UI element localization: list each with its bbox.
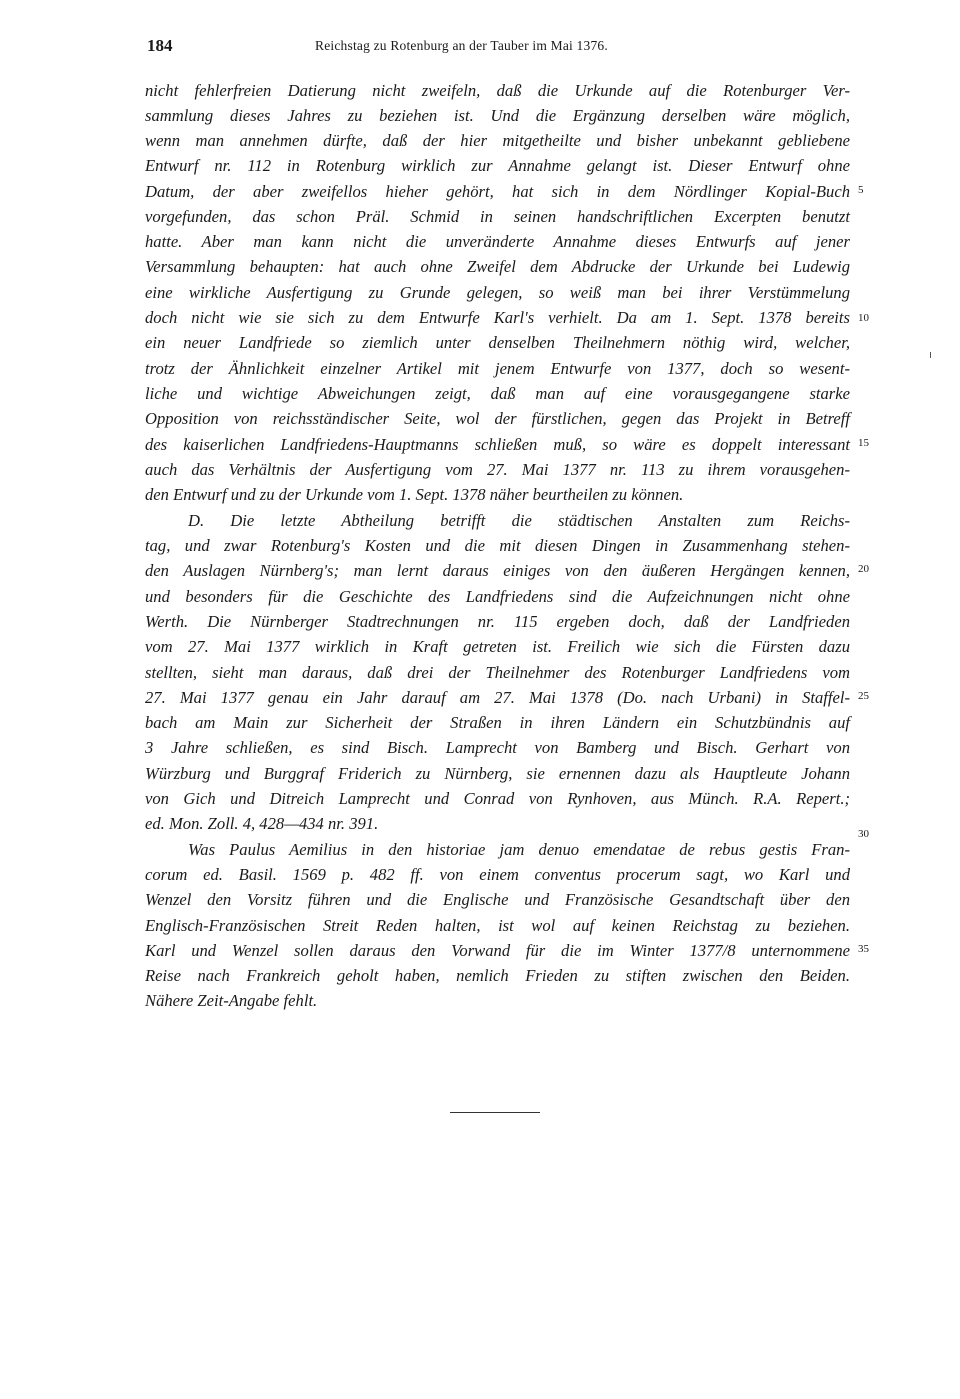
text-line: von Gich und Ditreich Lamprecht und Conrad von Rynhoven, aus Münch. R.A. Repert.; (145, 789, 850, 808)
text-line: D. Die letzte Abtheilung betrifft die städtischen Anstalten zum Reichs- (188, 511, 850, 530)
text-line: Wenzel den Vorsitz führen und die Englische und Französische Gesandtschaft über den (145, 890, 850, 909)
text-line: den Auslagen Nürnberg's; man lernt daraus einiges von den äußeren Hergängen kennen, (145, 561, 850, 580)
end-rule (450, 1112, 540, 1113)
text-line: trotz der Ähnlichkeit einzelner Artikel mit jenem Entwurfe von 1377, doch so wesent- (145, 359, 850, 378)
text-line: bach am Main zur Sicherheit der Straßen in ihren Ländern ein Schutzbündnis auf (145, 713, 850, 732)
page-number: 184 (147, 36, 173, 55)
text-line: Karl und Wenzel sollen daraus den Vorwand für die im Winter 1377/8 unternommene (145, 941, 850, 960)
page-header (147, 36, 850, 60)
text-line: Würzburg und Burggraf Friderich zu Nürnberg, sie ernennen dazu als Hauptleute Johann (145, 764, 850, 783)
text-line: liche und wichtige Abweichungen zeigt, daß man auf eine vorausgegangene starke (145, 384, 850, 403)
text-line: Was Paulus Aemilius in den historiae jam denuo emendatae de rebus gestis Fran- (188, 840, 850, 859)
text-line: Englisch-Französischen Streit Reden halten, ist wol auf keinen Reichstag zu beziehen. (145, 916, 850, 935)
text-line: ein neuer Landfriede so ziemlich unter denselben Theilnehmern nöthig wird, welcher, (145, 333, 850, 352)
line-number: 25 (858, 690, 869, 702)
text-line: Entwurf nr. 112 in Rotenburg wirklich zur Annahme gelangt ist. Dieser Entwurf ohne (145, 156, 850, 175)
line-number: 35 (858, 943, 869, 955)
text-line: und besonders für die Geschichte des Landfriedens sind die Aufzeichnungen nicht ohne (145, 587, 850, 606)
line-number: 20 (858, 563, 869, 575)
text-line: tag, und zwar Rotenburg's Kosten und die mit diesen Dingen in Zusammenhang stehen- (145, 536, 850, 555)
text-line: eine wirkliche Ausfertigung zu Grunde gelegen, so weiß man bei ihrer Verstümmelung (145, 283, 850, 302)
text-line: Versammlung behaupten: hat auch ohne Zweifel dem Abdrucke der Urkunde bei Ludewig (145, 257, 850, 276)
text-line: 27. Mai 1377 genau ein Jahr darauf am 27. Mai 1378 (Do. nach Urbani) in Staffel- (145, 688, 850, 707)
text-line: corum ed. Basil. 1569 p. 482 ff. von einem conventus procerum sagt, wo Karl und (145, 865, 850, 884)
line-number: 10 (858, 312, 869, 324)
text-line: ed. Mon. Zoll. 4, 428—434 nr. 391. (145, 814, 379, 833)
text-line: sammlung dieses Jahres zu beziehen ist. Und die Ergänzung derselben wäre möglich, (145, 106, 850, 125)
line-number: 15 (858, 437, 869, 449)
running-title: Reichstag zu Rotenburg an der Tauber im Mai 1376. (315, 38, 608, 53)
text-line: vorgefunden, das schon Präl. Schmid in seinen handschriftlichen Excerpten benutzt (145, 207, 850, 226)
line-number: 5 (858, 184, 864, 196)
text-line: nicht fehlerfreien Datierung nicht zweifeln, daß die Urkunde auf die Rotenburger Ver- (145, 81, 850, 100)
text-line: den Entwurf und zu der Urkunde vom 1. Sept. 1378 näher beurtheilen zu können. (145, 485, 684, 504)
text-line: Reise nach Frankreich geholt haben, nemlich Frieden zu stiften zwischen den Beiden. (145, 966, 850, 985)
text-line: auch das Verhältnis der Ausfertigung vom 27. Mai 1377 nr. 113 zu ihrem vorausgehen- (145, 460, 850, 479)
text-line: des kaiserlichen Landfriedens-Hauptmanns schließen muß, so wäre es doppelt interessant (145, 435, 850, 454)
line-number: 30 (858, 828, 869, 840)
text-line: stellten, sieht man daraus, daß drei der Theilnehmer des Rotenburger Landfriedens vom (145, 663, 850, 682)
text-line: 3 Jahre schließen, es sind Bisch. Lamprecht von Bamberg und Bisch. Gerhart von (145, 738, 850, 757)
text-line: wenn man annehmen dürfte, daß der hier mitgetheilte und bisher unbekannt gebliebene (145, 131, 850, 150)
text-line: hatte. Aber man kann nicht die unveränderte Annahme dieses Entwurfs auf jener (145, 232, 850, 251)
margin-mark (930, 352, 931, 358)
text-line: Opposition von reichsständischer Seite, wol der fürstlichen, gegen das Projekt in Betreff (145, 409, 850, 428)
text-line: Nähere Zeit-Angabe fehlt. (145, 991, 318, 1010)
text-line: doch nicht wie sie sich zu dem Entwurfe Karl's verhielt. Da am 1. Sept. 1378 bereits (145, 308, 850, 327)
text-line: Datum, der aber zweifellos hieher gehört, hat sich in dem Nördlinger Kopial-Buch (145, 182, 850, 201)
text-line: Werth. Die Nürnberger Stadtrechnungen nr. 115 ergeben doch, daß der Landfrieden (145, 612, 850, 631)
text-line: vom 27. Mai 1377 wirklich in Kraft getreten ist. Freilich wie sich die Fürsten dazu (145, 637, 850, 656)
